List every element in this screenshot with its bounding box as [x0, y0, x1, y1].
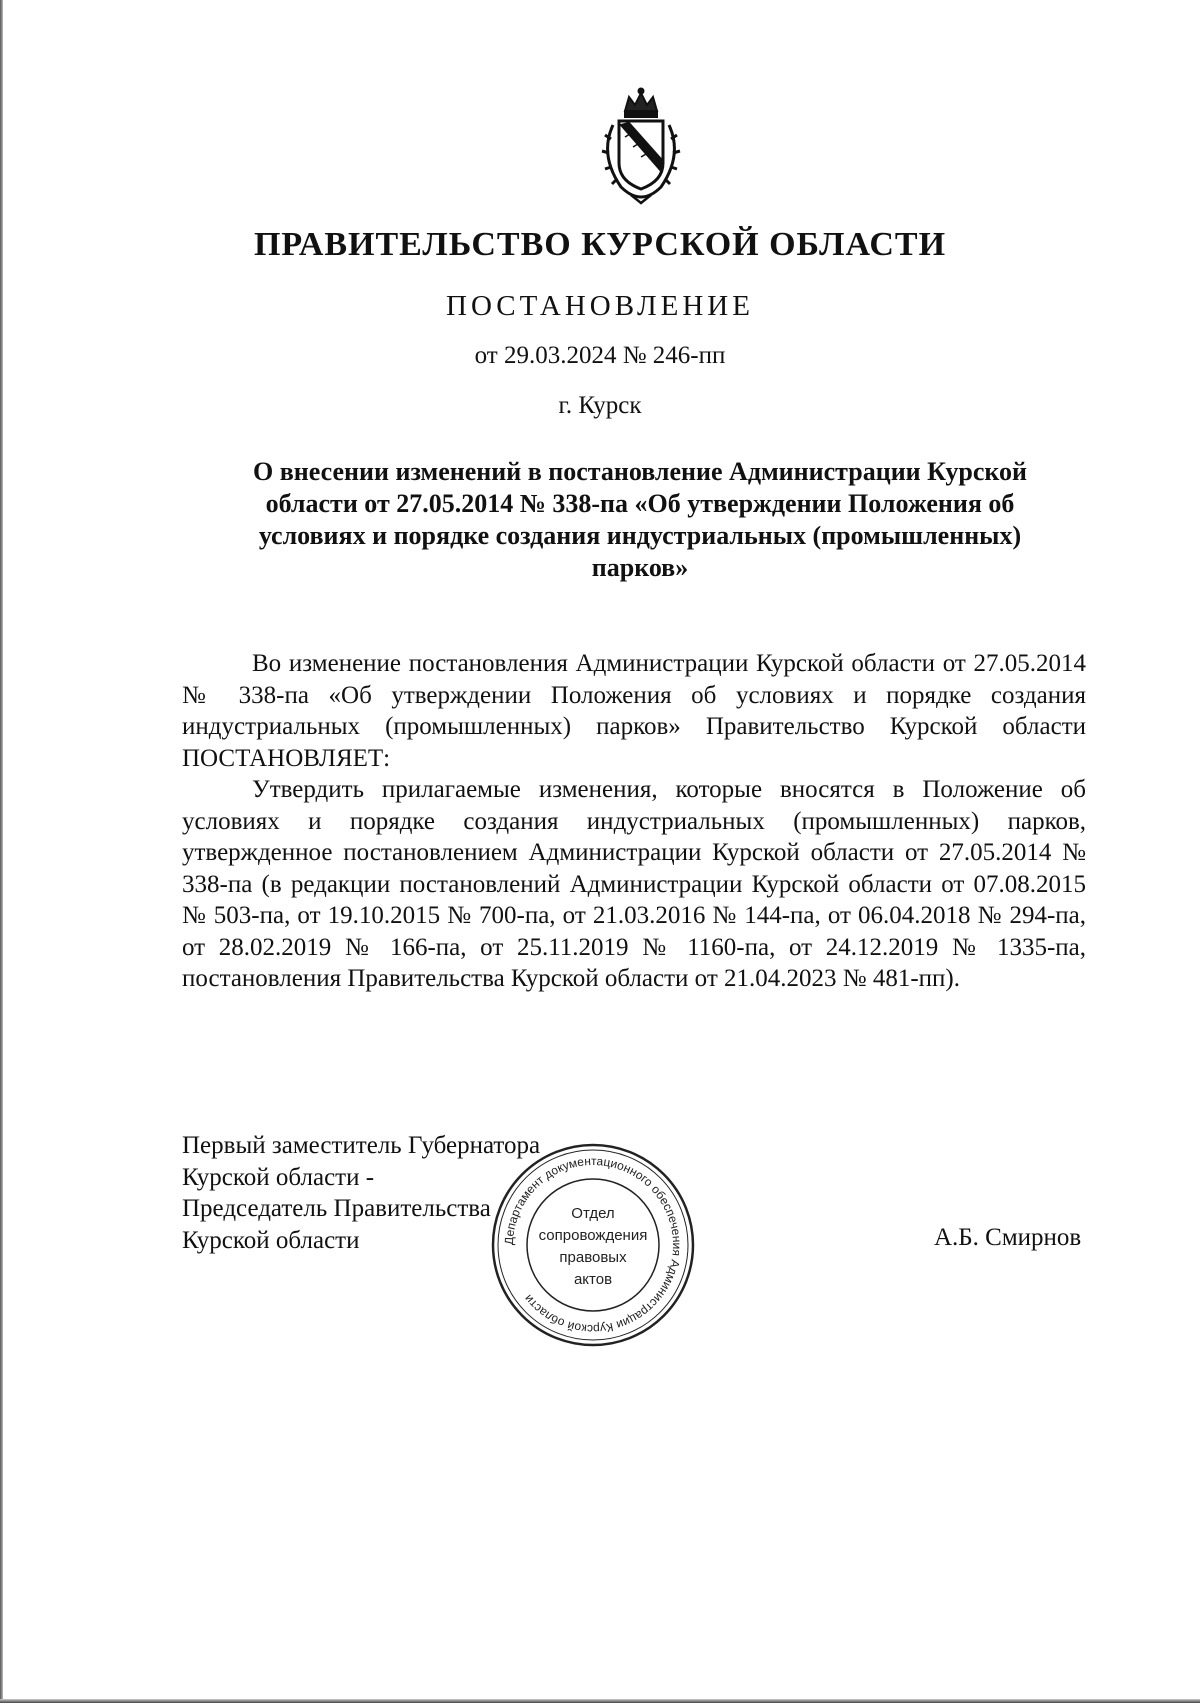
document-date-number: от 29.03.2024 № 246-пп [474, 342, 726, 369]
signer-position-line: Курской области [182, 1226, 360, 1254]
signer-position-line: Курской области - [182, 1163, 375, 1191]
title-line: условиях и порядке создания индустриальных (промышленных) [258, 521, 1022, 550]
stamp-ring-text: Департамент документационного обеспечения Администрации Курской области [501, 1153, 685, 1337]
scan-edge-shadow-bottom [0, 1699, 1200, 1703]
stamp-center-line: Отдел [571, 1205, 615, 1222]
document-type: ПОСТАНОВЛЕНИЕ [446, 290, 754, 322]
title-line: области от 27.05.2014 № 338-па «Об утверждении Положения об [265, 489, 1015, 518]
document-body [182, 648, 1086, 995]
stamp-center-line: актов [573, 1271, 613, 1288]
stamp-center-line: сопровождения [538, 1227, 648, 1244]
body-paragraph: Во изменение постановления Администрации Курской области от 27.05.2014 № 338-па «Об утверждении Положения об условиях и порядке создания индустриальных (промышленных) парков» Правительство Курской области ПОСТАНОВЛЯЕТ: [182, 650, 1086, 772]
title-line: парков» [591, 553, 689, 582]
government-name: ПРАВИТЕЛЬСТВО КУРСКОЙ ОБЛАСТИ [253, 226, 947, 263]
signer-name: А.Б. Смирнов [934, 1224, 1082, 1251]
kursk-coat-of-arms-icon [581, 85, 701, 205]
round-seal-stamp-icon [488, 1140, 698, 1350]
signer-position-line: Председатель Правительства [182, 1195, 491, 1222]
signer-position-line: Первый заместитель Губернатора [182, 1132, 541, 1159]
stamp-center-line: правовых [559, 1249, 627, 1266]
signer-position [182, 1130, 540, 1256]
document-title [200, 456, 1080, 584]
title-line: О внесении изменений в постановление Администрации Курской [253, 457, 1027, 486]
body-paragraph: Утвердить прилагаемые изменения, которые вносятся в Положение об условиях и порядке создания индустриальных (промышленных) парков, утвержденное постановлением Администрации Курской области от 27.05.2014 № 338-па (в редакции постановлений Администрации Курской области от 07.08.2015 № 503-па, от 19.10.2015 № 700-па, от 21.03.2016 № 144-па, от 06.04.2018 № 294-па, от 28.02.2019 № 166-па, от 25.11.2019 № 1160-па, от 24.12.2019 № 1335-па, постановления Правительства Курской области от 21.04.2023 № 481-пп). [182, 776, 1086, 992]
document-city: г. Курск [558, 392, 642, 419]
